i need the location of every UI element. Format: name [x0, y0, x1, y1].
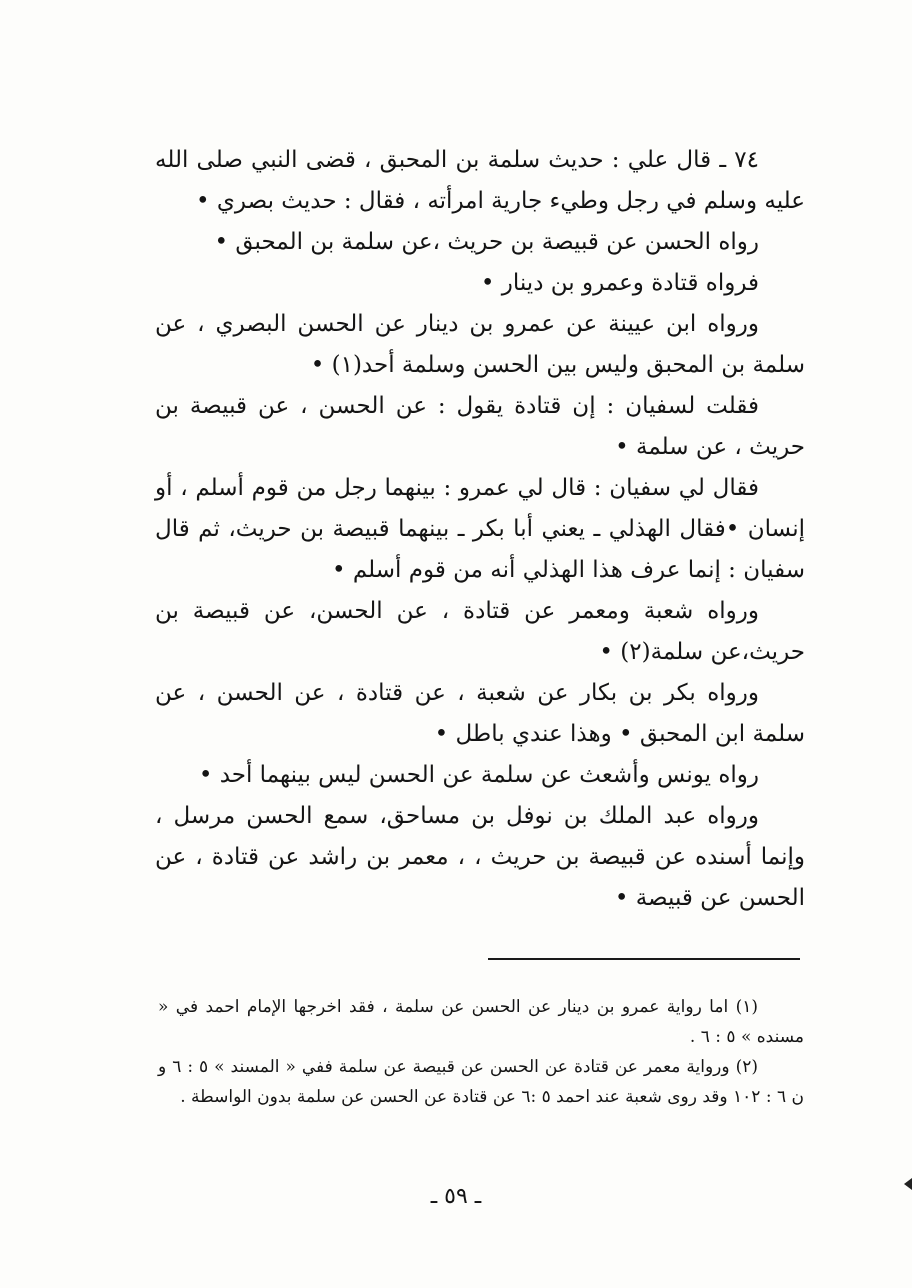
main-text [155, 140, 805, 919]
footnotes [158, 992, 804, 1112]
paragraph: رواه الحسن عن قبيصة بن حريث ،عن سلمة بن المحبق • [214, 229, 759, 255]
footnote-divider [488, 958, 800, 960]
paragraph: فرواه قتادة وعمرو بن دينار • [480, 270, 759, 296]
paragraph: رواه يونس وأشعث عن سلمة عن الحسن ليس بينهما أحد • [198, 762, 759, 788]
paragraph: فقال لي سفيان : قال لي عمرو : بينهما رجل من قوم أسلم ، أو إنسان •فقال الهذلي ـ يعني أبا بكر ـ بينهما قبيصة بن حريث، ثم قال سفيان : إنما عرف هذا الهذلي أنه من قوم أسلم • [155, 475, 805, 583]
paragraph: ورواه شعبة ومعمر عن قتادة ، عن الحسن، عن قبيصة بن حريث،عن سلمة(٢) • [155, 598, 805, 665]
paragraph: ورواه ابن عيينة عن عمرو بن دينار عن الحسن البصري ، عن سلمة بن المحبق وليس بين الحسن وسلمة أحد(١) • [155, 311, 805, 378]
page-number: ـ ٥٩ ـ [430, 1184, 482, 1209]
footnote-1: (١) اما رواية عمرو بن دينار عن الحسن عن سلمة ، فقد اخرجها الإمام احمد في « مسنده » ٥ : ٦ . [158, 997, 804, 1047]
footnote-2: (٢) ورواية معمر عن قتادة عن الحسن عن قبيصة عن سلمة ففي « المسند » ٥ : ٦ و ن ٦ : ١٠٢ وقد روى شعبة عند احمد ٥ :٦ عن قتادة عن الحسن عن سلمة بدون الواسطة . [158, 1057, 804, 1107]
paragraph: ورواه عبد الملك بن نوفل بن مساحق، سمع الحسن مرسل ، وإنما أسنده عن قبيصة بن حريث ، ، معمر بن راشد عن قتادة ، عن الحسن عن قبيصة • [155, 803, 805, 911]
paragraph: فقلت لسفيان : إن قتادة يقول : عن الحسن ، عن قبيصة بن حريث ، عن سلمة • [155, 393, 805, 460]
paragraph: ورواه بكر بن بكار عن شعبة ، عن قتادة ، عن الحسن ، عن سلمة ابن المحبق • وهذا عندي باطل • [155, 680, 805, 747]
edge-mark-icon [904, 1178, 912, 1190]
paragraph-74: ٧٤ ـ قال علي : حديث سلمة بن المحبق ، قضى النبي صلى الله عليه وسلم في رجل وطيء جارية امرأته ، فقال : حديث بصري • [155, 147, 805, 214]
